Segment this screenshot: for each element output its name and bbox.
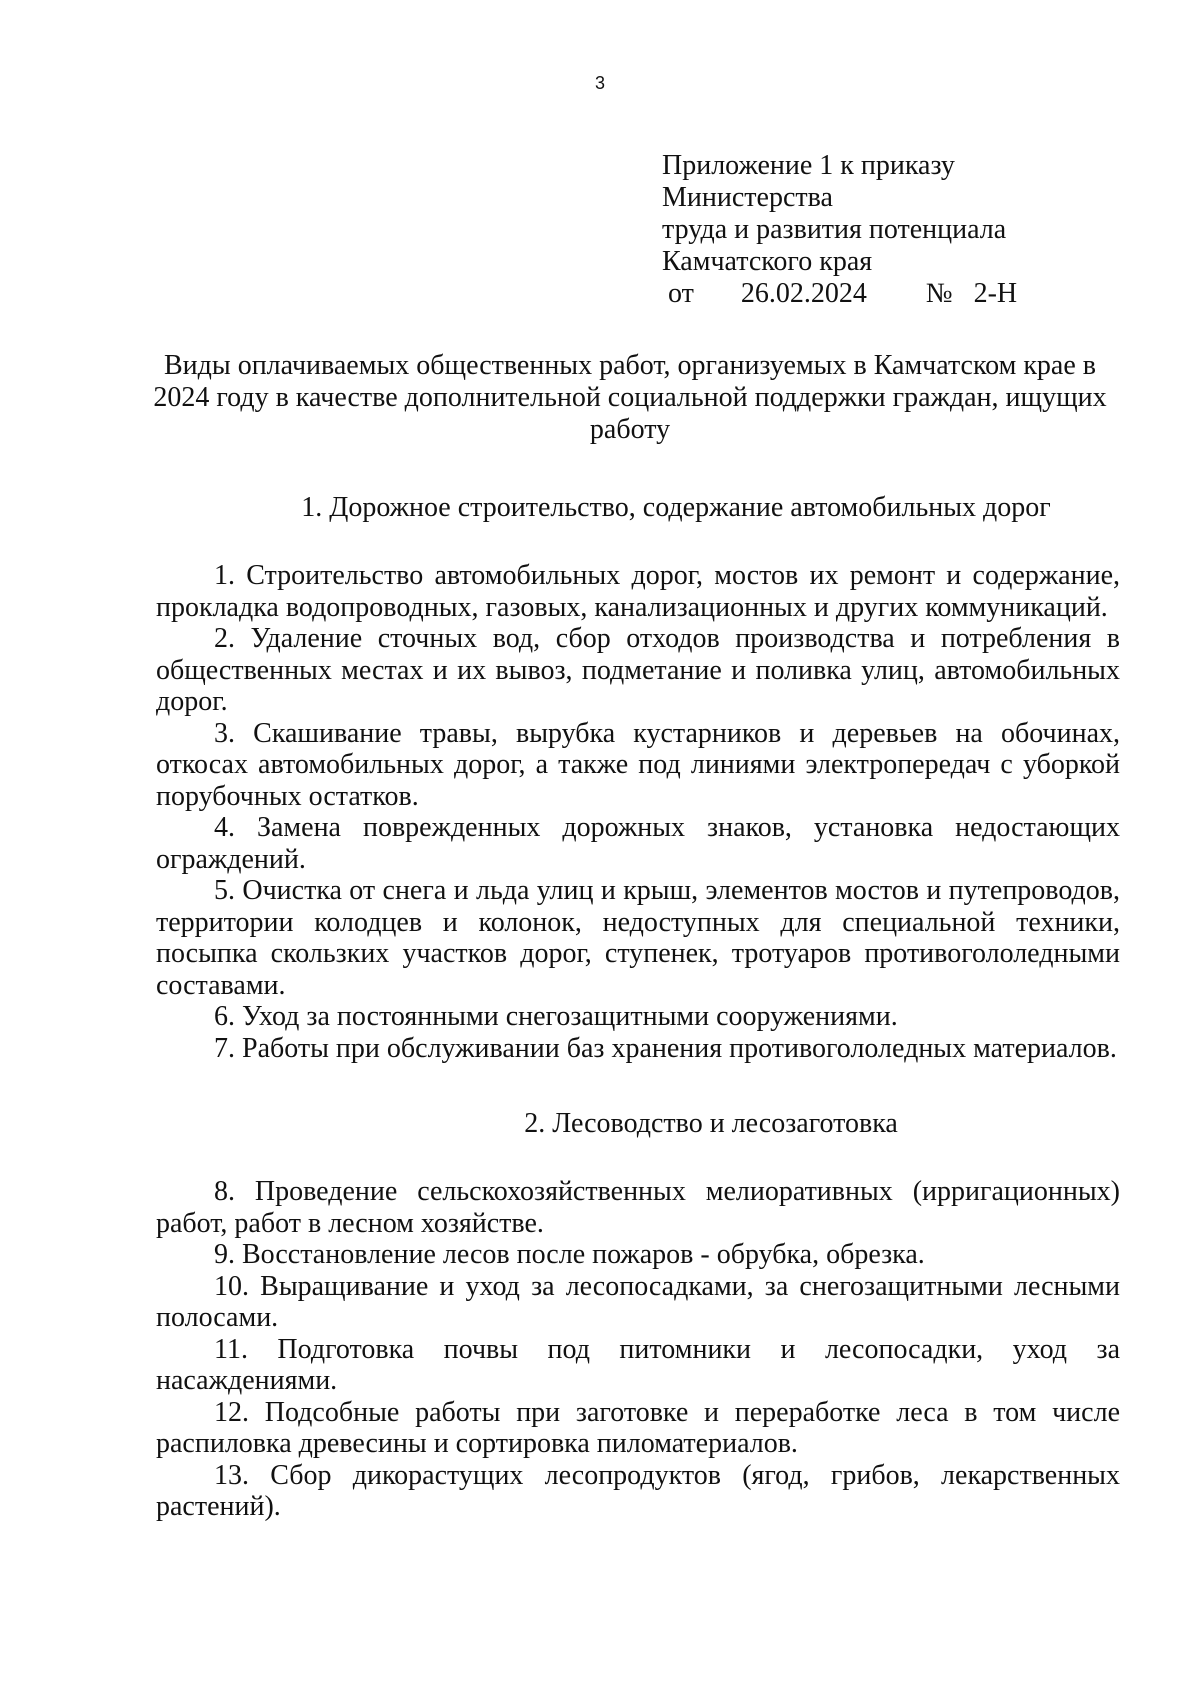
approval-line-2: Министерства xyxy=(662,182,833,213)
list-item: 6. Уход за постоянными снегозащитными сооружениями. xyxy=(214,1001,898,1032)
approval-number: 2-Н xyxy=(973,278,1018,309)
list-item: 3. Скашивание травы, вырубка кустарников и деревьев на обочинах, откосах автомобильных дорог, а также под линиями электропередач с уборкой порубочных остатков. xyxy=(156,717,1120,812)
page-number: 3 xyxy=(594,73,605,93)
list-item: 13. Сбор дикорастущих лесопродуктов (ягод, грибов, лекарственных растений). xyxy=(156,1459,1120,1522)
approval-line-4: Камчатского края xyxy=(662,246,873,277)
approval-date: 26.02.2024 xyxy=(740,278,867,309)
approval-line-1: Приложение 1 к приказу xyxy=(662,150,955,181)
list-item: 9. Восстановление лесов после пожаров - обрубка, обрезка. xyxy=(214,1239,925,1270)
section-items-roads xyxy=(156,560,1120,1064)
section-title-forestry: 2. Лесоводство и лесозаготовка xyxy=(524,1108,898,1139)
approval-number-sign: № xyxy=(925,278,953,309)
section-title-roads: 1. Дорожное строительство, содержание автомобильных дорог xyxy=(301,492,1051,523)
list-item: 8. Проведение сельскохозяйственных мелиоративных (ирригационных) работ, работ в лесном хозяйстве. xyxy=(156,1176,1120,1239)
document-body xyxy=(156,492,1120,1523)
list-item: 11. Подготовка почвы под питомники и лесопосадки, уход за насаждениями. xyxy=(156,1333,1120,1396)
approval-line-3: труда и развития потенциала xyxy=(662,214,1007,245)
document-title: Виды оплачиваемых общественных работ, организуемых в Камчатском крае в 2024 году в качестве дополнительной социальной поддержки граждан, ищущих работу xyxy=(153,350,1107,445)
list-item: 7. Работы при обслуживании баз хранения противогололедных материалов. xyxy=(214,1032,1117,1064)
list-item: 1. Строительство автомобильных дорог, мостов их ремонт и содержание, прокладка водопроводных, газовых, канализационных и других коммуникаций. xyxy=(156,560,1120,623)
approval-block xyxy=(662,150,1082,310)
list-item: 5. Очистка от снега и льда улиц и крыш, элементов мостов и путепроводов, территории колодцев и колонок, недоступных для специальной техники, посыпка скользких участков дорог, ступенек, тротуаров противогололедными составами. xyxy=(156,875,1120,1001)
list-item: 10. Выращивание и уход за лесопосадками, за снегозащитными лесными полосами. xyxy=(156,1270,1120,1333)
list-item: 12. Подсобные работы при заготовке и переработке леса в том числе распиловка древесины и сортировка пиломатериалов. xyxy=(156,1396,1120,1459)
approval-from-label: от xyxy=(668,278,694,309)
section-items-forestry xyxy=(156,1176,1120,1523)
list-item: 4. Замена поврежденных дорожных знаков, установка недостающих ограждений. xyxy=(156,812,1120,875)
approval-date-number-line xyxy=(662,278,1082,310)
list-item: 2. Удаление сточных вод, сбор отходов производства и потребления в общественных местах и их вывоз, подметание и поливка улиц, автомобильных дорог. xyxy=(156,623,1120,717)
